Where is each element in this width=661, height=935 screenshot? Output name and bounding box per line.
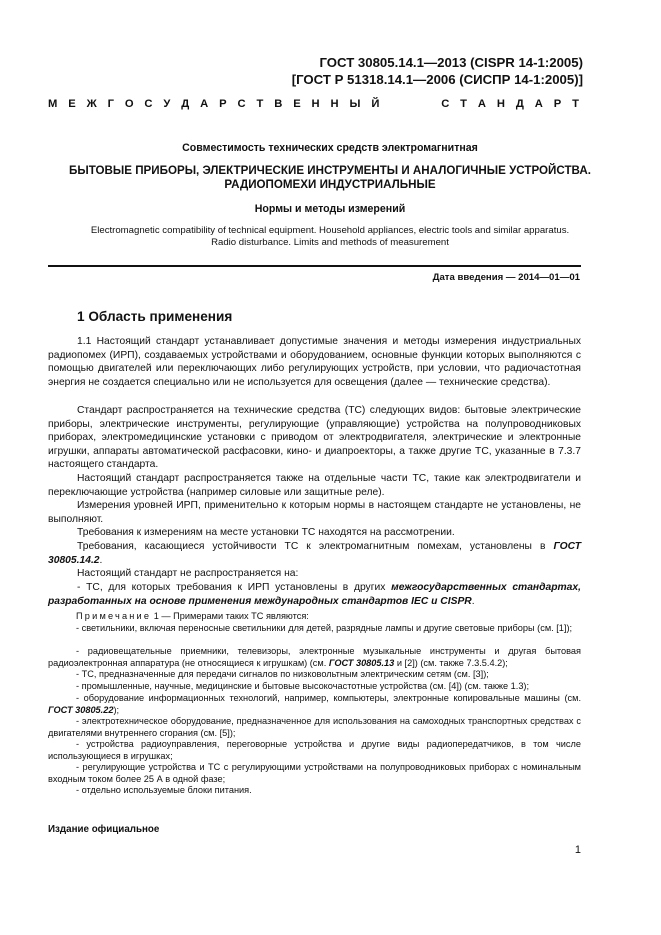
note-heading: Примечание 1 — Примерами таких ТС являются: xyxy=(76,611,309,621)
note-item-broadcast: - радиовещательные приемники, телевизоры, электронные музыкальные инструменты и другая бытовая радиоэлектронная аппаратура (не относящиеся к игрушкам) (см. ГОСТ 30805.13 и [2]) (см. также 7.3.5.4.2); xyxy=(48,646,581,668)
title-group: Совместимость технических средств электромагнитная xyxy=(182,142,478,154)
title-english-line2: Radio disturbance. Limits and methods of measurement xyxy=(211,237,449,248)
title-main-line2: РАДИОПОМЕХИ ИНДУСТРИАЛЬНЫЕ xyxy=(224,178,436,191)
paragraph-parts: Настоящий стандарт распространяется также на отдельные части ТС, такие как электродвигатели и переключающие устройства (например силовые или защитные реле). xyxy=(48,473,581,498)
intro-date: Дата введения — 2014—01—01 xyxy=(432,272,580,283)
emphasis-interstate-standards: межгосударственных стандартах, разработанных на основе применения международных стандартов IEC и CISPR xyxy=(48,582,581,607)
edition-label: Издание официальное xyxy=(48,824,160,835)
section-heading: 1 Область применения xyxy=(77,309,233,324)
title-main-line1: БЫТОВЫЕ ПРИБОРЫ, ЭЛЕКТРИЧЕСКИЕ ИНСТРУМЕНТЫ И АНАЛОГИЧНЫЕ УСТРОЙСТВА. xyxy=(69,164,591,177)
note-item-powerline: - ТС, предназначенные для передачи сигналов по низковольтным электрическим сетям (см. [3]); xyxy=(76,669,489,679)
paragraph-scope: Стандарт распространяется на технические средства (ТС) следующих видов: бытовые электрические приборы, электрические инструменты, регулирующие (управляющие) устройства на полупроводниковых приборах, электромедицинские установки с приводом от электродвигателя, электрические и электронные игрушки, аппараты автоматической расфасовки, кино- и диапроекторы, а также другие ТС, указанные в 7.3.7 настоящего стандарта. xyxy=(48,405,581,471)
title-sub: Нормы и методы измерений xyxy=(254,203,406,215)
paragraph-not-applicable: Настоящий стандарт не распространяется на: xyxy=(77,568,299,579)
title-english-line1: Electromagnetic compatibility of technical equipment. Household appliances, electric tools and similar apparatus. xyxy=(90,225,570,236)
page-number: 1 xyxy=(574,844,581,856)
reference-gost-30805-22[interactable]: ГОСТ 30805.22 xyxy=(48,704,114,715)
reference-gost-30805-13[interactable]: ГОСТ 30805.13 xyxy=(328,657,395,668)
paragraph-onsite: Требования к измерениям на месте установки ТС находятся на рассмотрении. xyxy=(77,527,455,538)
paragraph-exclusion: - ТС, для которых требования к ИРП установлены в других межгосударственных стандартах, разработанных на основе применения международных стандартов IEC и CISPR. xyxy=(48,582,581,607)
note-item-radio: - устройства радиоуправления, переговорные устройства и другие виды радиопередатчиков, в том числе использующиеся в игрушках; xyxy=(48,739,581,761)
reference-gost-30805-14-2[interactable]: ГОСТ 30805.14.2 xyxy=(48,541,581,566)
note-item-regulators: - регулирующие устройства и ТС с регулирующими устройствами на полупроводниковых приборах с номинальным входным током более 25 А в одной фазе; xyxy=(48,762,581,784)
paragraph-1-1: 1.1 Настоящий стандарт устанавливает допустимые значения и методы измерения индустриальных радиопомех (ИРП), создаваемых устройствами и оборудованием, основные функции которых выполняются с помощью двигателей или переключающих либо регулирующих устройств, при условии, что радиочастотная энергия не создается специально или не используется для освещения (далее — технические средства). xyxy=(48,336,581,388)
paragraph-immunity: Требования, касающиеся устойчивости ТС к электромагнитным помехам, установлены в ГОСТ 30805.14.2. xyxy=(48,541,581,566)
standard-number: ГОСТ 30805.14.1—2013 (CISPR 14-1:2005) xyxy=(319,55,583,70)
title-divider xyxy=(48,265,581,267)
note-item-lighting: - светильники, включая переносные светильники для детей, разрядные лампы и другие световые приборы (см. [1]); xyxy=(76,623,573,633)
standard-number-alt: [ГОСТ Р 51318.14.1—2006 (СИСПР 14-1:2005)] xyxy=(291,72,583,87)
note-item-ism: - промышленные, научные, медицинские и бытовые высокочастотные устройства (см. [4]) (см. также 1.3); xyxy=(76,681,530,691)
note-item-power-supplies: - отдельно используемые блоки питания. xyxy=(76,785,252,795)
standard-kind: М Е Ж Г О С У Д А Р С Т В Е Н Н Ы Й С Т А Н Д А Р Т xyxy=(48,98,579,110)
note-item-it: - оборудование информационных технологий, например, компьютеры, электронные копировальные машины (см. ГОСТ 30805.22); xyxy=(48,693,581,715)
note-item-vehicles: - электротехническое оборудование, предназначенное для использования на самоходных транспортных средствах с двигателями внутреннего сгорания (см. [5]); xyxy=(48,716,581,738)
paragraph-measurements: Измерения уровней ИРП, применительно к которым нормы в настоящем стандарте не установлены, не выполняют. xyxy=(48,500,581,525)
